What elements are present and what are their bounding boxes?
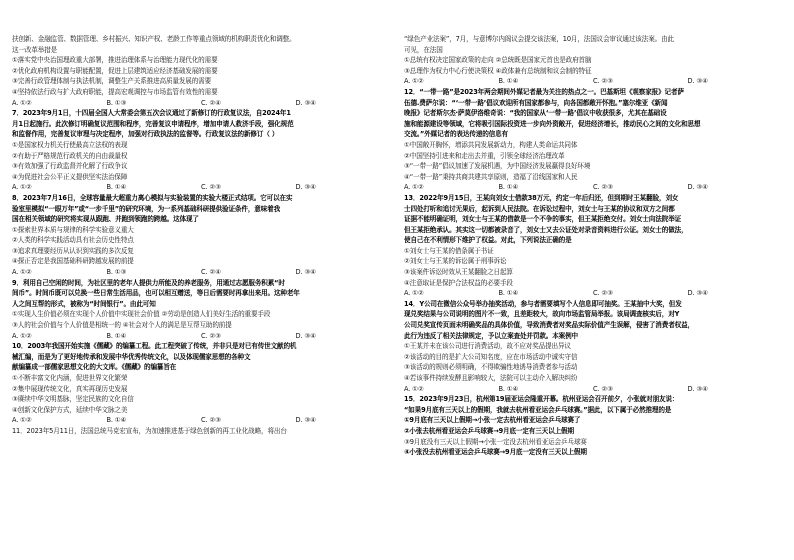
question-text: 士四处打听和追讨无果后，起诉到人民法院。在诉讼过程中，刘女士与王某的协议和双方之间都 <box>404 204 675 213</box>
question-text: 证据不能明确证明，刘女士与王某的借款是一个不争的事实，但王某拒绝交付。刘女士向法院举证 <box>404 215 682 224</box>
question-text: “如果9月底有三天以上的假期，我就去杭州看亚运会乒乓球赛。”据此，以下属于必然推理的是 <box>404 405 672 414</box>
text-line: “绿色产业法案”，7月，与意博尔内阁议会提交该法案，10月，法国议会审议通过该法案。由此 <box>404 35 674 43</box>
option-line: ③“一带一路”倡议加速了发展机遇，为中国经济发展赢得良好环境 <box>404 162 591 171</box>
answer-choices: A. ①② B. ①③ C. ②④ D. ③④ <box>12 268 316 277</box>
question-text: 械汇编，而是为了更好地传承和发展中华优秀传统文化，以及体现儒家思想的各种文 <box>12 352 251 361</box>
question-text: 国在相关领域的研究将实现从跟跑、并跑到领跑的跨越。这体现了 <box>12 215 199 224</box>
right-column <box>404 34 782 458</box>
answer-choices: A. ①② B. ①④ C. ②③ D. ③④ <box>404 289 708 298</box>
option-line: ④注意取证是保护合法权益的必要手段 <box>404 278 513 287</box>
answer-choices: A. ①② B. ①④ C. ②③ D. ③④ <box>12 183 316 192</box>
option-line: ①实现人生价值必须在实现个人价值中实现社会价值 ②劳动是创造人们美好生活的重要手段 <box>12 310 271 319</box>
question-9: 9．利用自己空闲的时间，为社区里的老年人提供力所能及的养老服务，用通过志愿服务积累“时 <box>12 278 285 287</box>
option-line: ②优化政府机构设置与职能配置，促进上层建筑适应经济基础发展的需要 <box>12 66 218 75</box>
option-line: ③该活动的规则必须明确，不得欺骗性地诱导消费者参与活动 <box>404 363 578 372</box>
question-text: 献编纂成一部儒家思想文化的大文库。《儒藏》的编纂旨在 <box>12 363 177 372</box>
answer-choices: A. ①② B. ①④ C. ②③ D. ③④ <box>404 183 708 192</box>
question-text: 现兑奖结果与公司说明的图片不一致，且差距较大，故向市场监管局举报。该局调查核实后，对Y <box>404 310 680 319</box>
question-15: 15．2023年9月23日，杭州第19届亚运会隆重开幕。杭州亚运会召开前夕，小张就对朋友说： <box>404 395 679 404</box>
option-line: ②中国坚持引进来和走出去并重，引领全球经济治理改革 <box>404 151 565 160</box>
option-line: ③该案件诉讼时效从王某翻脸之日起算 <box>404 268 513 277</box>
answer-choices: A. ①② B. ①④ C. ②③ D. ③④ <box>12 416 316 425</box>
option-line: ①落实党中央治国理政重大部署，推进治理体系与治理能力现代化的需要 <box>12 56 218 65</box>
option-line: ④探正否定是我国基础科研跨越发展的前提 <box>12 257 134 266</box>
option-line: ③总理作为权力中心行使决策权 ④政体兼有总统制和议会制的特征 <box>404 66 592 75</box>
option-line: ④小张没去杭州看亚运会乒乓球赛→9月底一定没有三天以上假期 <box>404 448 587 457</box>
option-line: ③完善行政管理体制与执法机制，调整生产关系推进高质量发展的需要 <box>12 77 212 86</box>
option-line: ③人的社会价值与个人价值是相统一的 ④社会对个人的满足是互帮互助的前提 <box>12 321 232 330</box>
answer-choices: A. ①② B. ①④ C. ②③ D. ③④ <box>12 331 316 340</box>
question-11: 11．2023年5月11日，法国总统马克宏宣布，为加速推进基于绿色创新的再工业化战略，将出台 <box>12 426 287 435</box>
option-line: ①探索世界本质与规律的科学实验意义重大 <box>12 225 134 234</box>
question-14: 14．Y公司在微信公众号举办抽奖活动，参与者需要填写个人信息即可抽奖。王某抽中大奖，但发 <box>404 299 682 308</box>
text-line: 这一改革举措是 <box>12 45 58 54</box>
option-line: ②小张去杭州看亚运会乒乓球赛→9月底一定有三天以上假期 <box>404 426 574 435</box>
question-7: 7．2023年9月1日，十四届全国人大常委会第五次会议通过了新修订的行政复议法，自2024年1 <box>12 109 291 118</box>
question-text: 验室里模拟“一眼万年”或“一步千里”的研究环境，为一系列基础科研提供验证条件，意味着我 <box>12 204 281 213</box>
option-line: ①中国敞开胸怀，增添共同发展新动力，构建人类命运共同体 <box>404 140 578 149</box>
question-text: 此行为违反了相关法律规定，予以立案查处并罚款。本案例中 <box>404 331 578 340</box>
left-column <box>12 34 390 437</box>
question-10: 10．2003年我国开始实施《儒藏》的编纂工程。此工程突破了传统，并非只是对已有传世文献的机 <box>12 342 297 351</box>
option-line: ②集中展现传统文化，真实再现历史发展 <box>12 384 128 393</box>
option-line: ①刘女士与王某的借条属于书证 <box>404 246 494 255</box>
question-text: 晚报》记者斯尔杰·萨莫伊洛维奇说：“我的国家从‘一带一路’倡议中收获很多，尤其在基础设 <box>404 109 667 118</box>
question-8: 8．2023年7月16日，全球容量最大超重力离心模拟与实验装置的实验大楼正式结项。它可以在实 <box>12 193 293 202</box>
question-text: 公司兑奖宣传页面未明确奖品的具体价值，导致消费者对奖品实际价值产生误解，侵害了消费者权益， <box>404 321 694 330</box>
question-text: 但王某拒绝承认。其实这一切都被录音了，刘女士又去公证处对录音资料进行公证。刘女士的做法， <box>404 225 688 234</box>
option-line: ③赓续中华文明基脉，坚定民族的文化自信 <box>12 395 134 404</box>
question-text: 交流。”外媒记者的表达传递的信息有 <box>404 130 508 139</box>
question-12: 12．“一带一路”是2023年两会期间外媒记者最为关注的热点之一。巴基斯坦《观察家报》记者萨 <box>404 87 684 96</box>
option-line: ④坚持依法行政与扩大政府职能，提高宏观调控与市场监管有效性的需要 <box>12 87 218 96</box>
option-line: ④“一带一路”秉持共商共建共享原则，造福了沿线国家和人民 <box>404 172 578 181</box>
question-text: 伍德.费萨尔说：“‘一带一路’倡议欢迎所有国家都参与，向各国都敞开怀抱。”塞尔维亚《新闻 <box>404 98 668 107</box>
option-line: ②有助于严格规范行政机关的自由裁量权 <box>12 151 128 160</box>
option-line: ①是国家权力机关行使最高立法权的表现 <box>12 140 128 149</box>
option-line: ④创新文化保护方式，延续中华文脉之美 <box>12 405 128 414</box>
question-text: 间币”。时间币既可以兑换一些日常生活用品，也可以相互赠送，等日后需要时再拿出来用。这种老年 <box>12 289 300 298</box>
option-line: ③9月底没有三天以上假期→小张一定没去杭州看亚运会乒乓球赛 <box>404 437 587 446</box>
question-text: 施和能源建设等领域，它将吸引国际投资进一步向外资敞开，促进经济增长，推动民心之间的文化和思想 <box>404 119 701 128</box>
answer-choices: A. ①② B. ①③ C. ②④ D. ③④ <box>12 98 316 107</box>
option-line: ③有效加强了行政监督并化解了行政争议 <box>12 162 128 171</box>
option-line: ①总统有权决定国家政策的走向 ②总统既是国家元首也是政府首脑 <box>404 56 592 65</box>
option-line: ④若该事件持续发酵且影响较大，法院可以主动介入解决纠纷 <box>404 374 578 382</box>
text-line: 可见，在法国 <box>404 45 443 54</box>
option-line: ③追求真理要经历从认识到实践的多次反复 <box>12 246 134 255</box>
answer-choices: A. ①② B. ①④ C. ②③ D. ③④ <box>404 384 708 393</box>
question-text: 和监督作用，完善复议审理与决定程序，加强对行政执法的监督等。行政复议法的新修订（ ） <box>12 130 279 139</box>
question-text: 人之间互帮的形式，被称为“时间银行”。由此可知 <box>12 299 156 308</box>
answer-choices: A. ①② B. ①④ C. ②③ D. ③④ <box>404 77 708 86</box>
question-text: 月1日起施行。此次修订明确复议范围和程序，完善复议申请程序，增加申请人救济手段，强化规范 <box>12 119 294 128</box>
question-text: 使自己在不利情形下维护了权益。对此，下列说法正确的是 <box>404 236 572 245</box>
option-line: ④为促进社会公平正义提供坚实法治保障 <box>12 172 128 181</box>
option-line: ①9月底有三天以上假期→小张一定去杭州看亚运会乒乓球赛了 <box>404 416 581 425</box>
option-line: ②人类的科学实践活动具有社会历史性特点 <box>12 236 134 245</box>
option-line: ①不断丰富文化内涵，促进世界文化繁荣 <box>12 374 128 382</box>
option-line: ①王某并未在该公司进行消费活动，故不应对奖品提出异议 <box>404 342 571 351</box>
text-line: 扶创新、金融监管、数据管理、乡村振兴、知识产权、老龄工作等重点领域的机构职责优化和调整。 <box>12 35 296 43</box>
question-13: 13．2022年9月15日，王某向刘女士借款38万元，约定一年后归还，但到期时王某翻脸，刘女 <box>404 193 679 202</box>
option-line: ②刘女士与王某的诉讼属于刑事诉讼 <box>404 257 507 266</box>
option-line: ②该活动的目的是扩大公司知名度，应在市场活动中诚实守信 <box>404 352 578 361</box>
